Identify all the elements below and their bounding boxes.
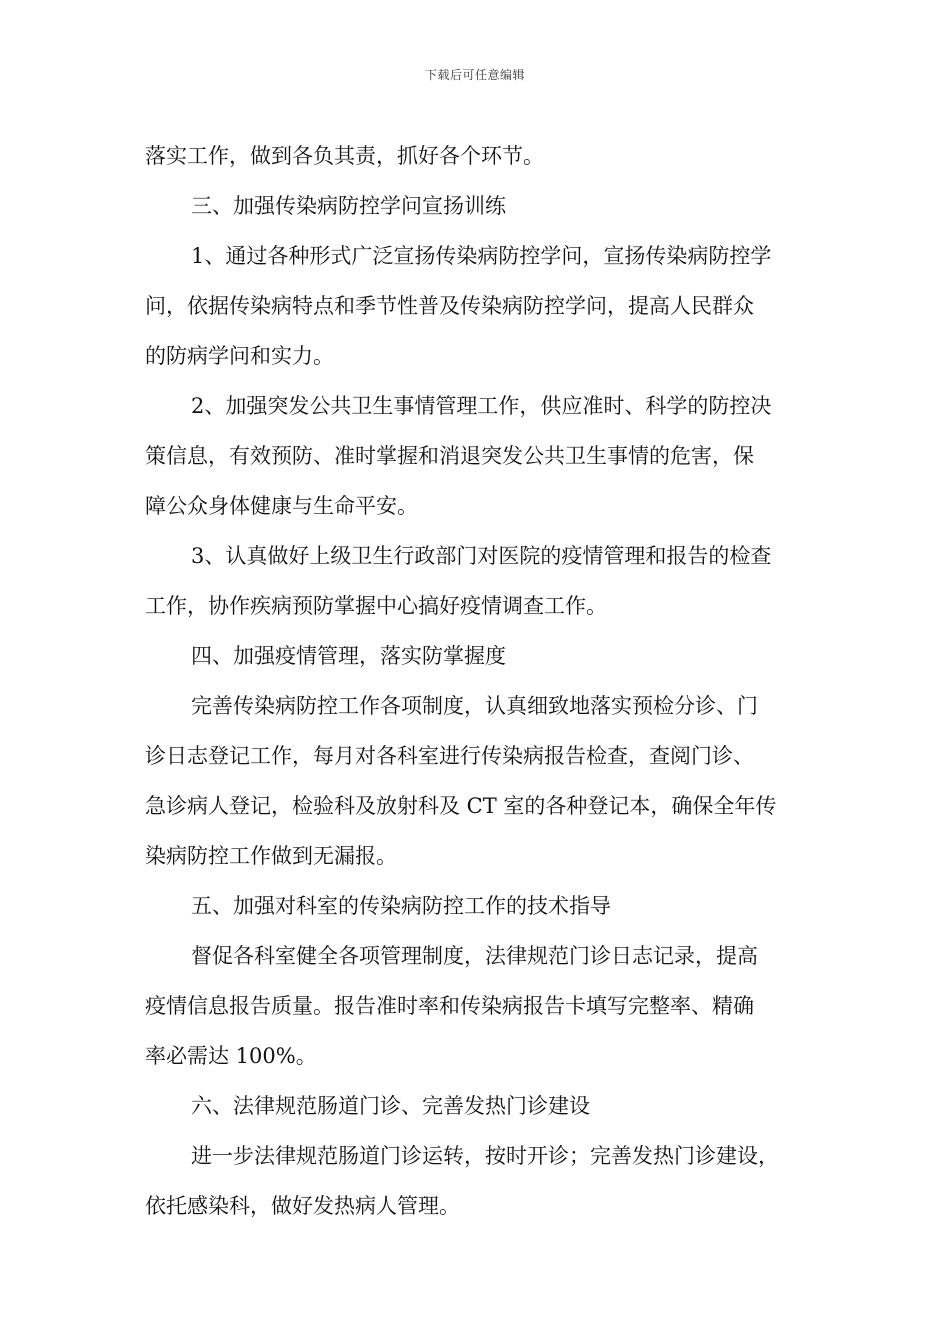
document-body — [145, 131, 835, 1231]
text-line: 急诊病人登记，检验科及放射科及 CT 室的各种登记本，确保全年传 — [145, 794, 777, 818]
text-line: 问，依据传染病特点和季节性普及传染病防控学问，提高人民群众 — [145, 294, 754, 318]
text-line: 五、加强对科室的传染病防控工作的技术指导 — [191, 894, 611, 918]
text-line: 完善传染病防控工作各项制度，认真细致地落实预检分诊、门 — [191, 694, 758, 718]
text-line: 进一步法律规范肠道门诊运转，按时开诊；完善发热门诊建设， — [191, 1144, 779, 1168]
text-line: 疫情信息报告质量。报告准时率和传染病报告卡填写完整率、精确 — [145, 994, 754, 1018]
text-line: 督促各科室健全各项管理制度，法律规范门诊日志记录，提高 — [191, 944, 758, 968]
text-line: 诊日志登记工作，每月对各科室进行传染病报告检查，查阅门诊、 — [145, 744, 754, 768]
text-line: 染病防控工作做到无漏报。 — [145, 844, 397, 868]
text-line: 2、加强突发公共卫生事情管理工作，供应准时、科学的防控决 — [191, 394, 772, 418]
text-line: 率必需达 100%。 — [145, 1044, 317, 1068]
text-line: 3、认真做好上级卫生行政部门对医院的疫情管理和报告的检查 — [191, 544, 772, 568]
text-line: 1、通过各种形式广泛宣扬传染病防控学问，宣扬传染病防控学 — [191, 244, 772, 268]
text-line: 依托感染科，做好发热病人管理。 — [145, 1194, 460, 1218]
text-line: 策信息，有效预防、准时掌握和消退突发公共卫生事情的危害，保 — [145, 444, 754, 468]
text-line: 的防病学问和实力。 — [145, 344, 334, 368]
page-header: 下载后可任意编辑 — [424, 68, 525, 82]
text-line: 落实工作，做到各负其责，抓好各个环节。 — [145, 144, 544, 168]
text-line: 工作，协作疾病预防掌握中心搞好疫情调查工作。 — [145, 594, 607, 618]
text-line: 四、加强疫情管理，落实防掌握度 — [191, 644, 506, 668]
text-line: 三、加强传染病防控学问宣扬训练 — [191, 194, 506, 218]
text-line: 六、法律规范肠道门诊、完善发热门诊建设 — [191, 1094, 590, 1118]
text-line: 障公众身体健康与生命平安。 — [145, 494, 418, 518]
